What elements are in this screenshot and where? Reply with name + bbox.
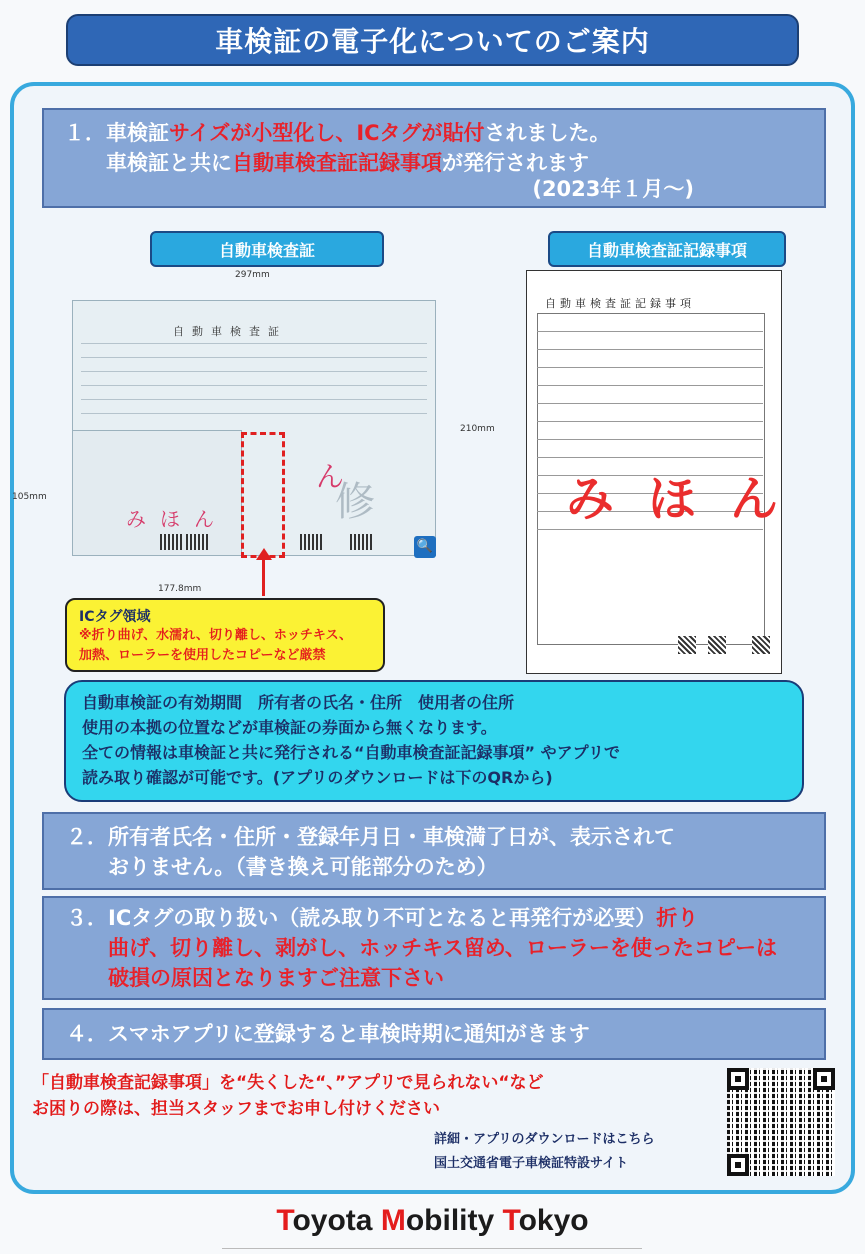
ic-line-1: ※折り曲げ、水濡れ、切り離し、ホッチキス、: [79, 628, 353, 643]
s1-line2-c: が発行されます: [442, 151, 589, 175]
company-logo: Toyota Mobility Tokyo: [276, 1204, 589, 1237]
logo-divider: [222, 1248, 642, 1249]
record-qr-1: [678, 636, 696, 654]
record-qr-3: [752, 636, 770, 654]
dim-height: 210mm: [460, 424, 495, 434]
s1-number: １．: [64, 121, 106, 145]
ic-tag-region: [241, 432, 285, 558]
cert-qr-3: [300, 534, 322, 550]
section-1: [42, 108, 826, 208]
dim-width: 297mm: [235, 270, 270, 280]
s1-line1-b: サイズが小型化し、ICタグが貼付: [169, 121, 485, 145]
sample-mark-small: みほん: [126, 507, 228, 531]
label-record-matters: 自動車検査証記録事項: [548, 231, 786, 267]
s3-line-1-a: ３．ICタグの取り扱い（読み取り不可となると再発行が必要）: [66, 906, 657, 930]
s2-line-2: おりません。（書き換え可能部分のため）: [108, 855, 498, 879]
dim-stub-height: 105mm: [12, 492, 47, 502]
info-line-3: 全ての情報は車検証と共に発行される“自動車検査証記録事項” やアプリで: [82, 743, 620, 762]
s1-line1-c: されました。: [484, 121, 611, 145]
footer-link-2: 国土交通省電子車検証特設サイト: [434, 1156, 629, 1171]
footer-note-2: お困りの際は、担当スタッフまでお申し付けください: [32, 1099, 440, 1119]
cert-title: 自動車検査証: [173, 325, 287, 338]
footer-link-text: [434, 1128, 654, 1176]
record-qr-2: [708, 636, 726, 654]
zoom-icon[interactable]: 🔍: [414, 536, 436, 558]
info-box: [64, 680, 804, 802]
info-line-1: 自動車検証の有効期間 所有者の氏名・住所 使用者の住所: [82, 693, 515, 712]
download-qr-code[interactable]: [727, 1068, 835, 1176]
ic-heading: ICタグ領域: [79, 609, 151, 625]
ic-tag-warning: [65, 598, 385, 672]
info-line-4: 読み取り確認が可能です。(アプリのダウンロードは下のQRから): [82, 768, 553, 787]
s3-line-3: 破損の原因となりますご注意下さい: [108, 966, 444, 990]
watermark-char: 修: [335, 479, 375, 525]
s1-line2-a: 車検証と共に: [106, 151, 232, 175]
dim-stub-width: 177.8mm: [158, 584, 202, 594]
s1-line2-b: 自動車検査証記録事項: [232, 151, 442, 175]
s1-line1-a: 車検証: [106, 121, 169, 145]
cert-qr-1: [160, 534, 182, 550]
footer-note-1: 「自動車検査記録事項」を“失くした“、”アプリで見られない“など: [32, 1073, 544, 1093]
s3-line-2: 曲げ、切り離し、剥がし、ホッチキス留め、ローラーを使ったコピーは: [108, 936, 778, 960]
footer-link-1: 詳細・アプリのダウンロードはこちら: [434, 1132, 655, 1147]
footer-note: [32, 1070, 544, 1122]
s3-line-1-b: 折り: [656, 906, 699, 930]
section-4: [42, 1008, 826, 1060]
label-vehicle-certificate: 自動車検査証: [150, 231, 384, 267]
page-title: 車検証の電子化についてのご案内: [66, 14, 799, 66]
record-title: 自動車検査証記録事項: [545, 297, 695, 310]
cert-qr-2: [186, 534, 208, 550]
info-line-2: 使用の本拠の位置などが車検証の券面から無くなります。: [82, 718, 497, 737]
section-3: [42, 896, 826, 1000]
cert-stub: [72, 430, 242, 556]
sample-n-char: ん: [316, 460, 345, 493]
cert-qr-4: [350, 534, 372, 550]
s2-line-1: ２．所有者氏名・住所・登録年月日・車検満了日が、表示されて: [66, 825, 675, 849]
ic-line-2: 加熱、ローラーを使用したコピーなど厳禁: [79, 648, 326, 663]
sample-mark-large: みほん: [566, 471, 813, 527]
section-2: [42, 812, 826, 890]
arrow-line: [262, 558, 265, 596]
s1-date: (2023年１月～): [532, 177, 694, 201]
s4-line-1: ４．スマホアプリに登録すると車検時期に通知がきます: [66, 1022, 590, 1046]
